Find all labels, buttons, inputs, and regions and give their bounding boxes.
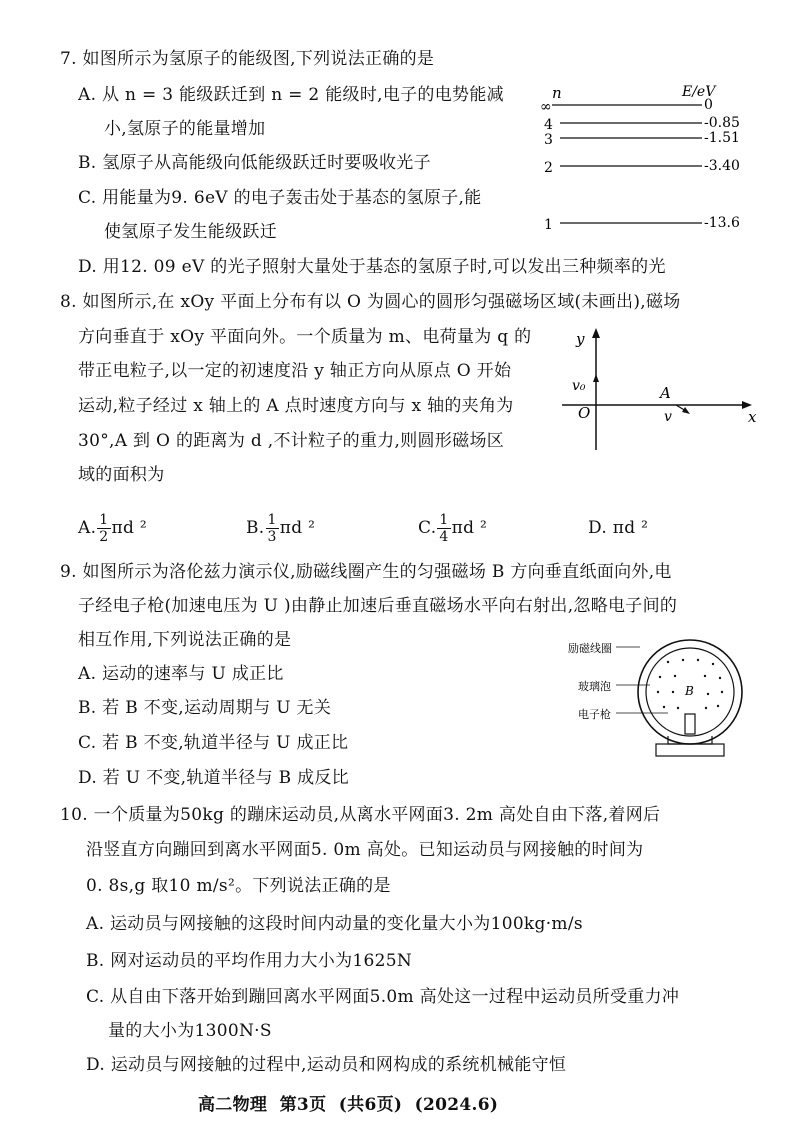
lorentz-demonstrator-figure	[568, 632, 768, 762]
fig-bulb-label: 玻璃泡	[578, 680, 611, 693]
fig-v-label: v	[664, 409, 672, 425]
q8-axes-figure	[548, 322, 768, 454]
level-e-4: -0.85	[704, 115, 740, 131]
q10-line3: 0. 8s,g 取10 m/s²。下列说法正确的是	[86, 876, 391, 896]
q8-option-a-label: A.	[78, 518, 97, 538]
level-n-inf: ∞	[540, 99, 552, 115]
q8-option-a	[78, 508, 147, 548]
fig-x-label: x	[748, 408, 757, 426]
q10-line2: 沿竖直方向蹦回到离水平网面5. 0m 高处。已知运动员与网接触的时间为	[86, 840, 644, 860]
fig-point-a-label: A	[660, 384, 671, 402]
diagram-n-label: n	[552, 84, 562, 102]
q10-line1: 10. 一个质量为50kg 的蹦床运动员,从离水平网面3. 2m 高处自由下落,着网后	[60, 805, 661, 825]
level-n-2: 2	[544, 160, 553, 176]
q8-option-b-label: B.	[246, 518, 265, 538]
q8-option-d-label: D.	[588, 518, 608, 538]
energy-level-diagram	[530, 78, 760, 238]
q8-option-d-tail: πd ²	[612, 518, 649, 538]
level-e-inf: 0	[704, 97, 713, 113]
q9-line2: 子经电子枪(加速电压为 U )由静止加速后垂直磁场水平向右射出,忽略电子间的	[78, 596, 678, 616]
q10-option-c-line2: 量的大小为1300N·S	[108, 1021, 272, 1041]
q10-option-c-line1: C. 从自由下落开始到蹦回离水平网面5.0m 高处这一过程中运动员所受重力冲	[86, 987, 680, 1007]
fig-v0-label: v₀	[572, 378, 586, 394]
base	[656, 744, 724, 756]
q8-option-c-fraction	[437, 512, 450, 545]
q7-option-c-line2: 使氢原子发生能级跃迁	[104, 222, 277, 242]
fig-y-label: y	[576, 330, 585, 348]
q9-option-b: B. 若 B 不变,运动周期与 U 无关	[78, 698, 332, 718]
coil-stand	[668, 736, 712, 744]
q8-option-b-den: 3	[267, 529, 277, 545]
q8-option-b-fraction	[266, 512, 279, 545]
q8-line2: 方向垂直于 xOy 平面向外。一个质量为 m、电荷量为 q 的	[78, 327, 532, 347]
level-e-2: -3.40	[704, 158, 740, 174]
q8-option-b-num: 1	[267, 512, 277, 528]
q8-option-c	[418, 508, 487, 548]
q8-line3: 带正电粒子,以一定的初速度沿 y 轴正方向从原点 O 开始	[78, 361, 512, 381]
v-arrow-head	[682, 407, 690, 414]
level-e-1: -13.6	[704, 215, 740, 231]
fig-b-label: B	[685, 684, 694, 698]
level-n-4: 4	[544, 117, 553, 133]
q9-line1: 9. 如图所示为洛伦兹力演示仪,励磁线圈产生的匀强磁场 B 方向垂直纸面向外,电	[60, 562, 672, 582]
level-n-1: 1	[544, 217, 553, 233]
q7-option-b: B. 氢原子从高能级向低能级跃迁时要吸收光子	[78, 153, 431, 173]
level-e-3: -1.51	[704, 130, 740, 146]
q7-stem: 7. 如图所示为氢原子的能级图,下列说法正确的是	[60, 49, 435, 69]
q8-line6: 域的面积为	[78, 465, 165, 485]
q8-option-a-den: 2	[99, 529, 109, 545]
q8-option-d	[588, 508, 648, 548]
v0-arrow	[593, 374, 599, 382]
q8-option-c-den: 4	[439, 529, 449, 545]
q10-option-a: A. 运动员与网接触的这段时间内动量的变化量大小为100kg·m/s	[86, 914, 583, 934]
q8-line5: 30°,A 到 O 的距离为 d ,不计粒子的重力,则圆形磁场区	[78, 431, 505, 451]
q8-option-a-fraction	[97, 512, 110, 545]
diagram-e-label: E/eV	[682, 84, 716, 100]
q7-option-a-line1: A. 从 n = 3 能级跃迁到 n = 2 能级时,电子的电势能减	[78, 85, 504, 105]
q10-option-b: B. 网对运动员的平均作用力大小为1625N	[86, 951, 413, 971]
q7-option-c-line1: C. 用能量为9. 6eV 的电子轰击处于基态的氢原子,能	[78, 188, 482, 208]
q10-option-d: D. 运动员与网接触的过程中,运动员和网构成的系统机械能守恒	[86, 1055, 567, 1075]
q8-line4: 运动,粒子经过 x 轴上的 A 点时速度方向与 x 轴的夹角为	[78, 396, 514, 416]
fig-gun-label: 电子枪	[578, 708, 611, 721]
y-axis-arrow	[592, 328, 600, 338]
q8-option-b-tail: πd ²	[279, 518, 316, 538]
electron-gun	[685, 714, 695, 734]
level-n-3: 3	[544, 132, 553, 148]
fig-coil-label: 励磁线圈	[568, 642, 612, 655]
q8-option-c-num: 1	[439, 512, 449, 528]
q8-option-b	[246, 508, 315, 548]
q7-option-d: D. 用12. 09 eV 的光子照射大量处于基态的氢原子时,可以发出三种频率的光	[78, 257, 666, 277]
q9-option-d: D. 若 U 不变,轨道半径与 B 成反比	[78, 768, 349, 788]
q8-option-a-num: 1	[99, 512, 109, 528]
fig-origin-label: O	[578, 404, 591, 422]
q8-option-c-tail: πd ²	[451, 518, 488, 538]
q8-line1: 8. 如图所示,在 xOy 平面上分布有以 O 为圆心的圆形匀强磁场区域(未画出),磁场	[60, 292, 681, 312]
q9-option-c: C. 若 B 不变,轨道半径与 U 成正比	[78, 733, 349, 753]
q9-line3: 相互作用,下列说法正确的是	[78, 630, 292, 650]
q8-option-a-tail: πd ²	[111, 518, 147, 538]
q9-option-a: A. 运动的速率与 U 成正比	[78, 664, 284, 684]
q8-option-c-label: C.	[418, 518, 437, 538]
q7-option-a-line2: 小,氢原子的能量增加	[104, 119, 266, 139]
page-footer: 高二物理 第3页 (共6页) (2024.6)	[198, 1095, 499, 1115]
